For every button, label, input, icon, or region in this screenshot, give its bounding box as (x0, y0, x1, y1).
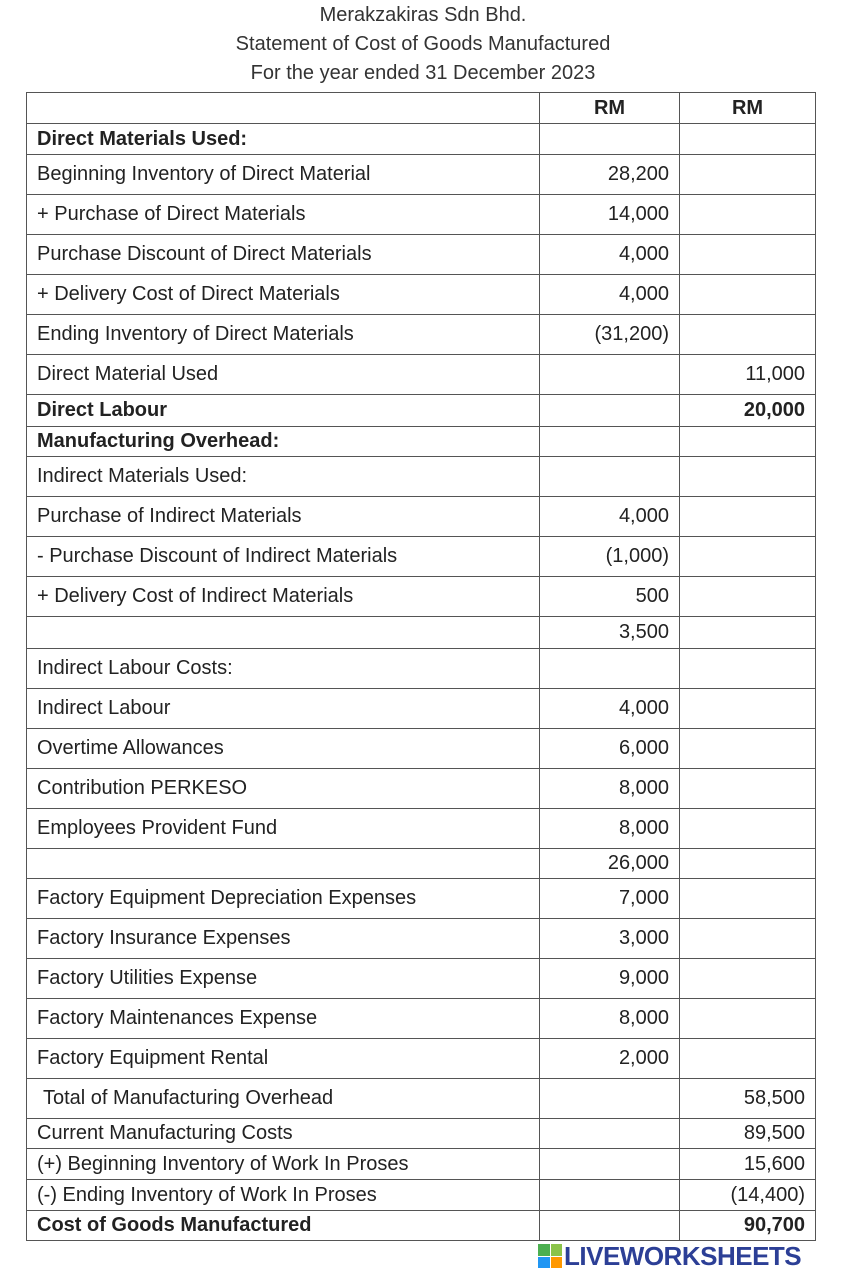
row-amount-col1 (540, 1149, 680, 1180)
row-label (27, 849, 540, 879)
row-amount-col1: 3,500 (540, 617, 680, 649)
row-label: Factory Insurance Expenses (27, 919, 540, 959)
row-amount-col1: 14,000 (540, 195, 680, 235)
row-amount-col2 (680, 427, 816, 457)
row-amount-col2 (680, 577, 816, 617)
row-amount-col2: 89,500 (680, 1119, 816, 1149)
row-amount-col2: 20,000 (680, 395, 816, 427)
table-row (27, 729, 816, 769)
row-label: Ending Inventory of Direct Materials (27, 315, 540, 355)
table-row (27, 124, 816, 155)
table-row (27, 577, 816, 617)
row-amount-col1: 7,000 (540, 879, 680, 919)
row-amount-col2 (680, 919, 816, 959)
header-row (27, 93, 816, 124)
row-amount-col1: 8,000 (540, 809, 680, 849)
row-amount-col1: (1,000) (540, 537, 680, 577)
row-label: Beginning Inventory of Direct Material (27, 155, 540, 195)
table-row (27, 1119, 816, 1149)
row-label: Factory Utilities Expense (27, 959, 540, 999)
row-amount-col1: 9,000 (540, 959, 680, 999)
table-row (27, 355, 816, 395)
cogm-table (26, 92, 816, 1241)
row-label: + Delivery Cost of Indirect Materials (27, 577, 540, 617)
row-label: Cost of Goods Manufactured (27, 1211, 540, 1241)
row-amount-col2 (680, 195, 816, 235)
row-label: Contribution PERKESO (27, 769, 540, 809)
row-label: Purchase of Indirect Materials (27, 497, 540, 537)
row-label: (-) Ending Inventory of Work In Proses (27, 1180, 540, 1211)
table-row (27, 849, 816, 879)
statement-title: Statement of Cost of Goods Manufactured (235, 33, 611, 55)
table-row (27, 689, 816, 729)
row-label: Indirect Labour (27, 689, 540, 729)
row-amount-col1: 26,000 (540, 849, 680, 879)
row-label: Indirect Labour Costs: (27, 649, 540, 689)
watermark-text: LIVEWORKSHEETS (564, 1240, 802, 1271)
table-row (27, 959, 816, 999)
row-amount-col2 (680, 769, 816, 809)
table-row (27, 1079, 816, 1119)
row-label: Factory Equipment Rental (27, 1039, 540, 1079)
row-amount-col2 (680, 879, 816, 919)
row-label: Total of Manufacturing Overhead (27, 1079, 540, 1119)
table-row (27, 1149, 816, 1180)
row-label (27, 617, 540, 649)
row-amount-col2: (14,400) (680, 1180, 816, 1211)
row-amount-col2 (680, 497, 816, 537)
table-row (27, 427, 816, 457)
table-row (27, 497, 816, 537)
row-label: Employees Provident Fund (27, 809, 540, 849)
row-label: + Delivery Cost of Direct Materials (27, 275, 540, 315)
row-label: Direct Materials Used: (27, 124, 540, 155)
row-label: Factory Equipment Depreciation Expenses (27, 879, 540, 919)
row-amount-col2 (680, 124, 816, 155)
table-row (27, 1211, 816, 1241)
row-amount-col1: 3,000 (540, 919, 680, 959)
row-amount-col2: 90,700 (680, 1211, 816, 1241)
row-label: Manufacturing Overhead: (27, 427, 540, 457)
row-amount-col1 (540, 1211, 680, 1241)
statement-body (27, 124, 816, 1241)
row-label: Current Manufacturing Costs (27, 1119, 540, 1149)
row-label: Purchase Discount of Direct Materials (27, 235, 540, 275)
row-label: + Purchase of Direct Materials (27, 195, 540, 235)
row-amount-col1: 4,000 (540, 275, 680, 315)
row-amount-col1: 500 (540, 577, 680, 617)
row-amount-col2: 15,600 (680, 1149, 816, 1180)
statement-period: For the year ended 31 December 2023 (250, 62, 596, 84)
row-amount-col1 (540, 1079, 680, 1119)
row-amount-col2 (680, 959, 816, 999)
row-amount-col1 (540, 1180, 680, 1211)
row-amount-col1: 8,000 (540, 999, 680, 1039)
row-label: (+) Beginning Inventory of Work In Proses (27, 1149, 540, 1180)
row-amount-col1 (540, 649, 680, 689)
row-amount-col1 (540, 355, 680, 395)
row-label: Direct Labour (27, 395, 540, 427)
table-row (27, 195, 816, 235)
row-amount-col1 (540, 124, 680, 155)
row-amount-col2 (680, 809, 816, 849)
company-name: Merakzakiras Sdn Bhd. (319, 4, 527, 26)
row-amount-col1: 28,200 (540, 155, 680, 195)
table-row (27, 537, 816, 577)
table-row (27, 275, 816, 315)
table-row (27, 155, 816, 195)
table-row (27, 999, 816, 1039)
table-row (27, 617, 816, 649)
row-label: - Purchase Discount of Indirect Materials (27, 537, 540, 577)
liveworksheets-logo-icon (538, 1244, 562, 1268)
header-rm-col2: RM (680, 93, 816, 124)
row-amount-col2 (680, 849, 816, 879)
row-amount-col1: 8,000 (540, 769, 680, 809)
table-row (27, 395, 816, 427)
row-amount-col2 (680, 315, 816, 355)
row-amount-col2: 11,000 (680, 355, 816, 395)
row-amount-col2 (680, 999, 816, 1039)
row-amount-col2 (680, 729, 816, 769)
header-description-cell (27, 93, 540, 124)
row-amount-col2 (680, 537, 816, 577)
table-row (27, 879, 816, 919)
table-row (27, 1180, 816, 1211)
row-label: Indirect Materials Used: (27, 457, 540, 497)
row-amount-col1 (540, 427, 680, 457)
row-amount-col2 (680, 689, 816, 729)
row-amount-col1 (540, 457, 680, 497)
table-row (27, 769, 816, 809)
row-amount-col1: 4,000 (540, 235, 680, 275)
row-amount-col1: 6,000 (540, 729, 680, 769)
row-amount-col2 (680, 1039, 816, 1079)
row-amount-col2: 58,500 (680, 1079, 816, 1119)
table-row (27, 457, 816, 497)
header-rm-col1: RM (540, 93, 680, 124)
table-row (27, 809, 816, 849)
row-label: Factory Maintenances Expense (27, 999, 540, 1039)
liveworksheets-watermark (538, 1240, 838, 1272)
row-amount-col2 (680, 235, 816, 275)
table-row (27, 649, 816, 689)
table-row (27, 235, 816, 275)
row-amount-col1: (31,200) (540, 315, 680, 355)
row-amount-col1: 2,000 (540, 1039, 680, 1079)
row-amount-col1 (540, 1119, 680, 1149)
row-label: Direct Material Used (27, 355, 540, 395)
row-amount-col2 (680, 155, 816, 195)
row-amount-col1 (540, 395, 680, 427)
row-amount-col2 (680, 275, 816, 315)
row-amount-col2 (680, 649, 816, 689)
table-row (27, 315, 816, 355)
row-amount-col1: 4,000 (540, 497, 680, 537)
table-row (27, 919, 816, 959)
row-amount-col1: 4,000 (540, 689, 680, 729)
row-amount-col2 (680, 617, 816, 649)
row-label: Overtime Allowances (27, 729, 540, 769)
row-amount-col2 (680, 457, 816, 497)
table-row (27, 1039, 816, 1079)
